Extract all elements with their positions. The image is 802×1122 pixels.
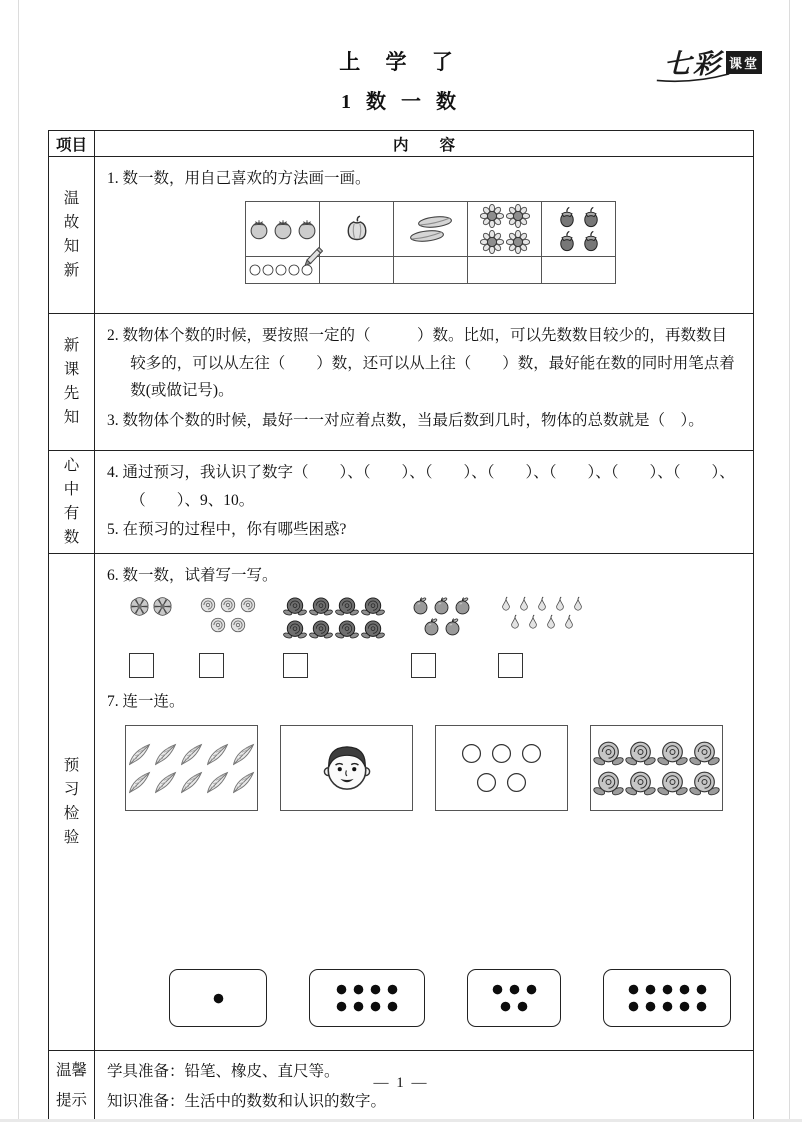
question-1: 1. 数一数，用自己喜欢的方法画一画。 [107, 170, 371, 187]
eggplant-icon [556, 230, 578, 252]
icon-row [127, 742, 256, 767]
row-content-numbers [95, 451, 754, 554]
dot-icon [628, 1001, 639, 1012]
section-label-numbers: 心中有数 [63, 456, 80, 547]
dot-icon [645, 1001, 656, 1012]
question-3: 3. 数物体个数的时候，最好一一对应着点数，当最后数到几时，物体的总数就是（ ）。 [107, 411, 704, 429]
rose-icon [229, 616, 247, 634]
rosedark-icon [361, 619, 385, 640]
rose-icon [239, 596, 257, 614]
pepper-icon [343, 214, 371, 244]
rosebush-icon [593, 740, 624, 767]
icon-row [213, 993, 224, 1004]
dot-icon [679, 984, 690, 995]
match-pictures-row [125, 725, 741, 811]
match-box-roses[interactable] [590, 725, 723, 811]
feather-icon [127, 770, 152, 795]
answer-box-2[interactable] [199, 653, 224, 678]
rose-icon [209, 616, 227, 634]
grid-answer-cell-1[interactable] [246, 256, 320, 283]
pencil-icon [297, 244, 323, 270]
table-header-row [49, 131, 754, 157]
row-content-preview [95, 314, 754, 451]
answer-box-1[interactable] [129, 653, 154, 678]
dot-icon [370, 1001, 381, 1012]
icon-row [593, 770, 720, 797]
col-header-item: 项目 [49, 131, 95, 157]
rosedark-icon [335, 619, 359, 640]
rose-icon [199, 596, 217, 614]
pinwheel-icon [152, 596, 173, 617]
pinwheel-icon [129, 596, 150, 617]
pear-icon [516, 596, 532, 612]
match-box-feathers[interactable] [125, 725, 258, 811]
section-check [49, 554, 754, 1051]
icon-row [593, 740, 720, 767]
apple-icon [411, 596, 430, 615]
question-7: 7. 连一连。 [107, 692, 185, 710]
ring-icon [506, 772, 527, 793]
icon-row [409, 228, 445, 244]
feather-icon [179, 742, 204, 767]
icon-row [480, 204, 530, 228]
question-5: 5. 在预习的过程中，你有哪些困惑? [107, 521, 347, 539]
icon-row [480, 230, 530, 254]
grid-cell-sunflowers [468, 201, 542, 256]
eggplant-icon [580, 206, 602, 228]
grid-cell-cucumbers [394, 201, 468, 256]
dot-card-1[interactable] [169, 969, 267, 1027]
apple-icon [432, 596, 451, 615]
feather-icon [127, 742, 152, 767]
dot-icon [696, 984, 707, 995]
dot-icon [336, 984, 347, 995]
scan-edge-right [789, 0, 790, 1122]
icon-row [336, 1001, 398, 1012]
pear-icon [534, 596, 550, 612]
dot-card-10[interactable] [603, 969, 731, 1027]
counting-picture-grid [245, 201, 616, 284]
counting-grid-wrap [245, 201, 741, 284]
dot-icon [696, 1001, 707, 1012]
sunflower-icon [480, 204, 504, 228]
ring-icon [491, 743, 512, 764]
cucumber-icon [409, 228, 445, 244]
tip-line-2: 知识准备：生活中的数数和认识的数字。 [107, 1093, 387, 1111]
dot-icon [662, 1001, 673, 1012]
grid-cell-pepper [320, 201, 394, 256]
section-label-preview: 新课先知 [63, 336, 80, 427]
count-group-dark-roses [283, 596, 385, 678]
icon-row [248, 218, 318, 240]
scan-edge-left [18, 0, 19, 1122]
rosebush-icon [657, 740, 688, 767]
sunflower-icon [506, 230, 530, 254]
sunflower-icon [480, 230, 504, 254]
rosedark-icon [309, 619, 333, 640]
dot-icon [336, 1001, 347, 1012]
pear-icon [507, 614, 523, 630]
sunflower-icon [506, 204, 530, 228]
dot-icon [387, 1001, 398, 1012]
pear-icon [498, 596, 514, 612]
brand-script-text: 七彩 [663, 49, 722, 79]
dot-icon [662, 984, 673, 995]
brand-swoosh [656, 72, 730, 84]
icon-row [556, 230, 602, 252]
circle-icon [262, 264, 274, 276]
icon-row [199, 616, 257, 634]
grid-answer-cell-3[interactable] [394, 256, 468, 283]
count-groups [129, 596, 741, 678]
dot-icon [628, 984, 639, 995]
rosedark-icon [283, 596, 307, 617]
page-title: 上 学 了 [339, 50, 463, 74]
pear-icon [525, 614, 541, 630]
grid-cell-eggplants [542, 201, 616, 256]
rosebush-icon [689, 770, 720, 797]
page-number: — 1 — [373, 1075, 429, 1091]
ring-icon [461, 743, 482, 764]
dot-icon [213, 993, 224, 1004]
eggplant-icon [580, 230, 602, 252]
apple-icon [422, 617, 441, 636]
rosedark-icon [335, 596, 359, 617]
dot-icon [353, 984, 364, 995]
dot-icon [517, 1001, 528, 1012]
icon-row [343, 214, 371, 244]
brand-suffix-text: 课堂 [726, 51, 762, 74]
dot-icon [500, 1001, 511, 1012]
icon-row [129, 596, 173, 617]
rose-icon [219, 596, 237, 614]
dot-cards-row [169, 969, 741, 1027]
feather-icon [205, 742, 230, 767]
section-preview [49, 314, 754, 451]
lesson-title: 1 数 一 数 [341, 91, 461, 113]
rosebush-icon [657, 770, 688, 797]
col-header-content: 内 容 [95, 131, 754, 157]
worksheet-table [48, 130, 754, 1122]
face-icon [318, 739, 376, 797]
row-content-review [95, 157, 754, 314]
dot-card-5[interactable] [467, 969, 561, 1027]
question-2: 2. 数物体个数的时候，要按照一定的（ ）数。比如，可以先数数目较少的，再数数目较多的，可以从左往（ ）数，还可以从上往（ ）数，最好能在数的同时用笔点着数(或做记号)。 [107, 327, 735, 400]
pear-icon [543, 614, 559, 630]
row-label-review [49, 157, 95, 314]
icon-row [498, 614, 586, 630]
ring-icon [521, 743, 542, 764]
icon-row [283, 619, 385, 640]
question-4: 4. 通过预习，我认识了数字（ ）、（ ）、（ ）、（ ）、（ ）、（ ）、（ ）、（ ）、9、10。 [107, 464, 735, 509]
rosedark-icon [361, 596, 385, 617]
row-label-numbers [49, 451, 95, 554]
circle-icon [275, 264, 287, 276]
icon-row [628, 984, 707, 995]
tip-line-1: 学具准备：铅笔、橡皮、直尺等。 [107, 1063, 340, 1080]
section-label-review: 温故知新 [63, 189, 80, 280]
icon-row [498, 596, 586, 612]
icon-row [411, 617, 472, 636]
pear-icon [552, 596, 568, 612]
tomato-icon [272, 218, 294, 240]
section-label-check: 预习检验 [63, 756, 80, 847]
answer-box-5[interactable] [498, 653, 523, 678]
dot-icon [526, 984, 537, 995]
ring-icon [476, 772, 497, 793]
apple-icon [453, 596, 472, 615]
icon-row [199, 596, 257, 614]
tomato-icon [248, 218, 270, 240]
icon-row [336, 984, 398, 995]
dot-icon [509, 984, 520, 995]
rosebush-icon [689, 740, 720, 767]
count-group-apples [411, 596, 472, 678]
grid-answer-cell-2[interactable] [320, 256, 394, 283]
count-group-windmill-flowers [129, 596, 173, 678]
match-box-circles[interactable] [435, 725, 568, 811]
rosebush-icon [625, 770, 656, 797]
eggplant-icon [556, 206, 578, 228]
dot-icon [645, 984, 656, 995]
icon-row [628, 1001, 707, 1012]
feather-icon [231, 770, 256, 795]
feather-icon [153, 742, 178, 767]
row-content-check [95, 554, 754, 1051]
question-6: 6. 数一数，试着写一写。 [107, 567, 278, 584]
feather-icon [153, 770, 178, 795]
feather-icon [231, 742, 256, 767]
section-numbers [49, 451, 754, 554]
dot-icon [370, 984, 381, 995]
feather-icon [179, 770, 204, 795]
icon-row [411, 596, 472, 615]
pear-icon [561, 614, 577, 630]
dot-icon [387, 984, 398, 995]
section-label-tips: 温馨提示 [56, 1062, 88, 1110]
dot-icon [492, 984, 503, 995]
circle-icon [249, 264, 261, 276]
grid-answer-cell-4[interactable] [468, 256, 542, 283]
answer-box-3[interactable] [283, 653, 308, 678]
row-label-check [49, 554, 95, 1051]
count-group-roses [199, 596, 257, 678]
row-label-preview [49, 314, 95, 451]
apple-icon [443, 617, 462, 636]
icon-row [318, 739, 376, 797]
icon-row [461, 743, 542, 764]
feather-icon [205, 770, 230, 795]
rosebush-icon [625, 740, 656, 767]
icon-row [556, 206, 602, 228]
dot-icon [353, 1001, 364, 1012]
answer-box-4[interactable] [411, 653, 436, 678]
rosebush-icon [593, 770, 624, 797]
icon-row [127, 770, 256, 795]
grid-answer-cell-5[interactable] [542, 256, 616, 283]
brand-logo [664, 42, 762, 81]
icon-row [492, 984, 537, 995]
rosedark-icon [309, 596, 333, 617]
icon-row [492, 1001, 537, 1012]
icon-row [461, 772, 542, 793]
section-review [49, 157, 754, 314]
tomato-icon [296, 218, 318, 240]
pear-icon [570, 596, 586, 612]
dot-card-8[interactable] [309, 969, 425, 1027]
rosedark-icon [283, 619, 307, 640]
dot-icon [679, 1001, 690, 1012]
icon-row [283, 596, 385, 617]
connect-lines-area[interactable] [107, 811, 741, 969]
count-group-pears [498, 596, 586, 678]
match-box-boy-face[interactable] [280, 725, 413, 811]
